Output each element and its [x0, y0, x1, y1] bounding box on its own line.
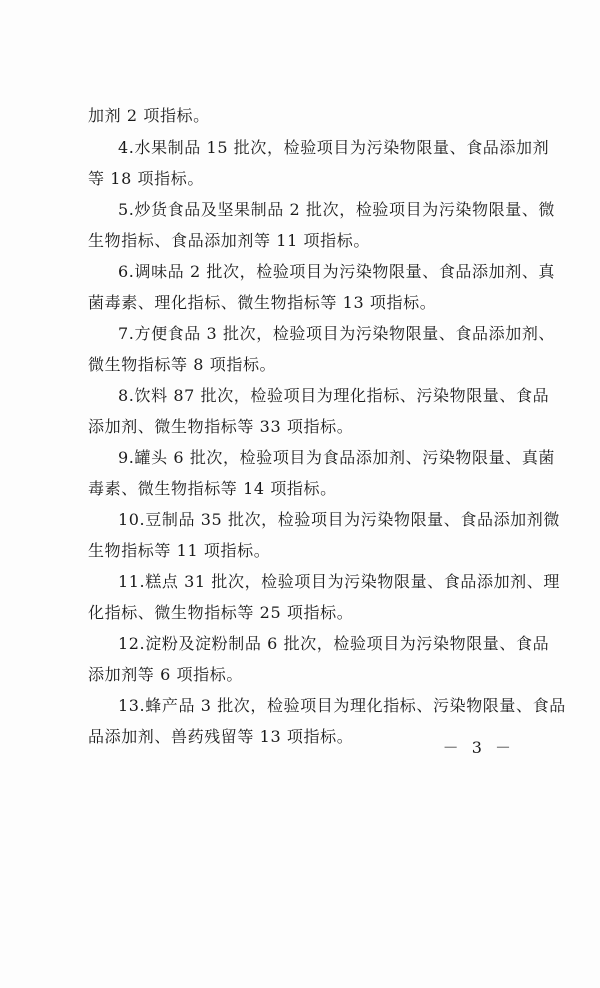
text-line: 品添加剂、兽药残留等 13 项指标。 [88, 727, 354, 746]
text-line: 等 18 项指标。 [88, 169, 204, 188]
text-line: 4.水果制品 15 批次，检验项目为污染物限量、食品添加剂 [118, 138, 550, 157]
text-line: 13.蜂产品 3 批次，检验项目为理化指标、污染物限量、食品 [118, 696, 566, 715]
text-line: 添加剂等 6 项指标。 [88, 665, 243, 684]
text-line: 毒素、微生物指标等 14 项指标。 [88, 479, 337, 498]
text-line: 9.罐头 6 批次，检验项目为食品添加剂、污染物限量、真菌 [118, 448, 556, 467]
text-line: 微生物指标等 8 项指标。 [88, 355, 277, 374]
text-line: 加剂 2 项指标。 [88, 106, 210, 125]
text-line: 12.淀粉及淀粉制品 6 批次，检验项目为污染物限量、食品 [118, 634, 550, 653]
text-line: 8.饮料 87 批次，检验项目为理化指标、污染物限量、食品 [118, 386, 550, 405]
text-line: 生物指标、食品添加剂等 11 项指标。 [88, 231, 370, 250]
text-line: 7.方便食品 3 批次，检验项目为污染物限量、食品添加剂、 [118, 324, 556, 343]
text-line: 生物指标等 11 项指标。 [88, 541, 271, 560]
text-line: 菌毒素、理化指标、微生物指标等 13 项指标。 [88, 293, 437, 312]
text-line: 6.调味品 2 批次，检验项目为污染物限量、食品添加剂、真 [118, 262, 556, 281]
text-line: 11.糕点 31 批次，检验项目为污染物限量、食品添加剂、理 [118, 572, 560, 591]
page-number: － 3 － [442, 738, 515, 757]
text-line: 添加剂、微生物指标等 33 项指标。 [88, 417, 354, 436]
text-line: 5.炒货食品及坚果制品 2 批次，检验项目为污染物限量、微 [118, 200, 556, 219]
text-line: 10.豆制品 35 批次，检验项目为污染物限量、食品添加剂微 [118, 510, 560, 529]
text-line: 化指标、微生物指标等 25 项指标。 [88, 603, 354, 622]
